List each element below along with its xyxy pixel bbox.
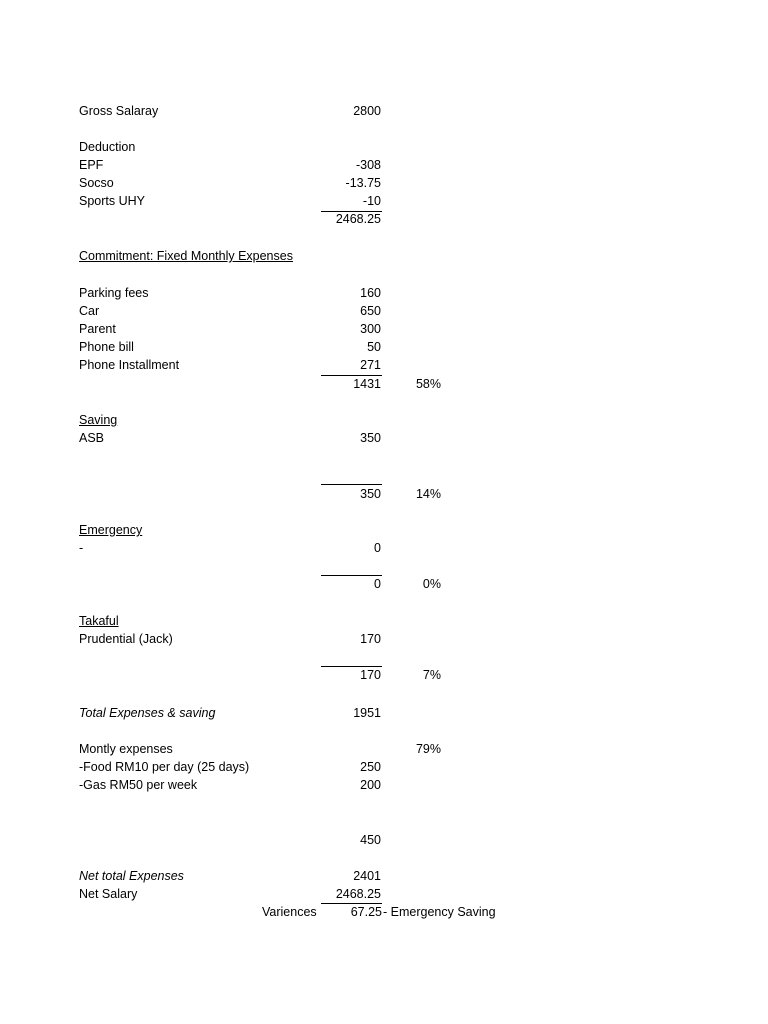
takaful-heading: Takaful [79,614,119,628]
commitment-row [79,356,549,374]
emergency-heading-row [79,521,549,539]
gross-salary-row [79,102,549,120]
commitment-row [79,302,549,320]
commitment-row [79,320,549,338]
emergency-total-row [79,575,549,593]
total-expenses-saving-row [79,704,549,722]
gross-salary-label: Gross Salaray [79,104,159,118]
takaful-row [79,630,549,648]
monthly-heading-row [79,740,549,758]
commitment-item-label: Parent [79,322,116,336]
monthly-percent: 79% [415,742,441,756]
deduction-row [79,192,549,210]
commitment-item-value: 50 [367,340,381,354]
deduction-total-row [79,210,549,228]
emergency-row [79,539,549,557]
commitment-item-label: Phone Installment [79,358,180,372]
commitment-item-value: 271 [360,358,381,372]
variance-value: 67.25 [350,905,382,919]
saving-item-label: ASB [79,431,105,445]
deduction-item-value: -10 [362,194,381,208]
saving-item-value: 350 [360,431,381,445]
emergency-item-label: - [79,541,84,555]
saving-heading: Saving [79,413,118,427]
net-total-expenses-value: 2401 [353,869,381,883]
saving-total-row [79,485,549,503]
gross-salary-value: 2800 [353,104,381,118]
net-salary-value: 2468.25 [335,887,381,901]
monthly-item-value: 200 [360,778,381,792]
takaful-total-row [79,666,549,684]
deduction-item-label: EPF [79,158,104,172]
saving-total: 350 [360,487,381,501]
takaful-heading-row [79,612,549,630]
variance-note: - Emergency Saving [383,905,496,919]
variance-label: Variences [262,905,317,919]
commitment-total: 1431 [353,377,381,391]
monthly-item-label: -Food RM10 per day (25 days) [79,760,250,774]
monthly-heading: Montly expenses [79,742,173,756]
emergency-percent: 0% [422,577,441,591]
net-salary-label: Net Salary [79,887,138,901]
commitment-item-label: Parking fees [79,286,149,300]
deduction-row [79,174,549,192]
total-expenses-saving-value: 1951 [353,706,381,720]
deduction-item-value: -13.75 [345,176,381,190]
commitment-percent: 58% [415,377,441,391]
deduction-item-label: Socso [79,176,114,190]
commitment-item-value: 160 [360,286,381,300]
commitment-heading: Commitment: Fixed Monthly Expenses [79,249,293,263]
takaful-item-label: Prudential (Jack) [79,632,173,646]
takaful-total: 170 [360,668,381,682]
net-total-expenses-label: Net total Expenses [79,869,184,883]
emergency-total: 0 [374,577,381,591]
deduction-heading: Deduction [79,140,136,154]
takaful-percent: 7% [422,668,441,682]
commitment-item-value: 300 [360,322,381,336]
total-expenses-saving-label: Total Expenses & saving [79,706,216,720]
net-salary-row [79,885,549,903]
monthly-row [79,776,549,794]
net-total-expenses-row [79,867,549,885]
deduction-row [79,156,549,174]
deduction-heading-row [79,138,549,156]
monthly-item-value: 250 [360,760,381,774]
commitment-row [79,338,549,356]
saving-heading-row [79,411,549,429]
takaful-item-value: 170 [360,632,381,646]
saving-percent: 14% [415,487,441,501]
deduction-item-value: -308 [355,158,381,172]
variance-row [0,903,768,921]
commitment-row [79,284,549,302]
commitment-total-row [79,375,549,393]
deduction-item-label: Sports UHY [79,194,145,208]
commitment-item-label: Car [79,304,100,318]
deduction-total: 2468.25 [335,212,381,226]
commitment-heading-row [79,247,549,265]
saving-row [79,429,549,447]
monthly-total-row [79,831,549,849]
commitment-item-value: 650 [360,304,381,318]
emergency-heading: Emergency [79,523,143,537]
monthly-total: 450 [360,833,381,847]
emergency-item-value: 0 [374,541,381,555]
commitment-item-label: Phone bill [79,340,134,354]
monthly-row [79,758,549,776]
monthly-item-label: -Gas RM50 per week [79,778,198,792]
